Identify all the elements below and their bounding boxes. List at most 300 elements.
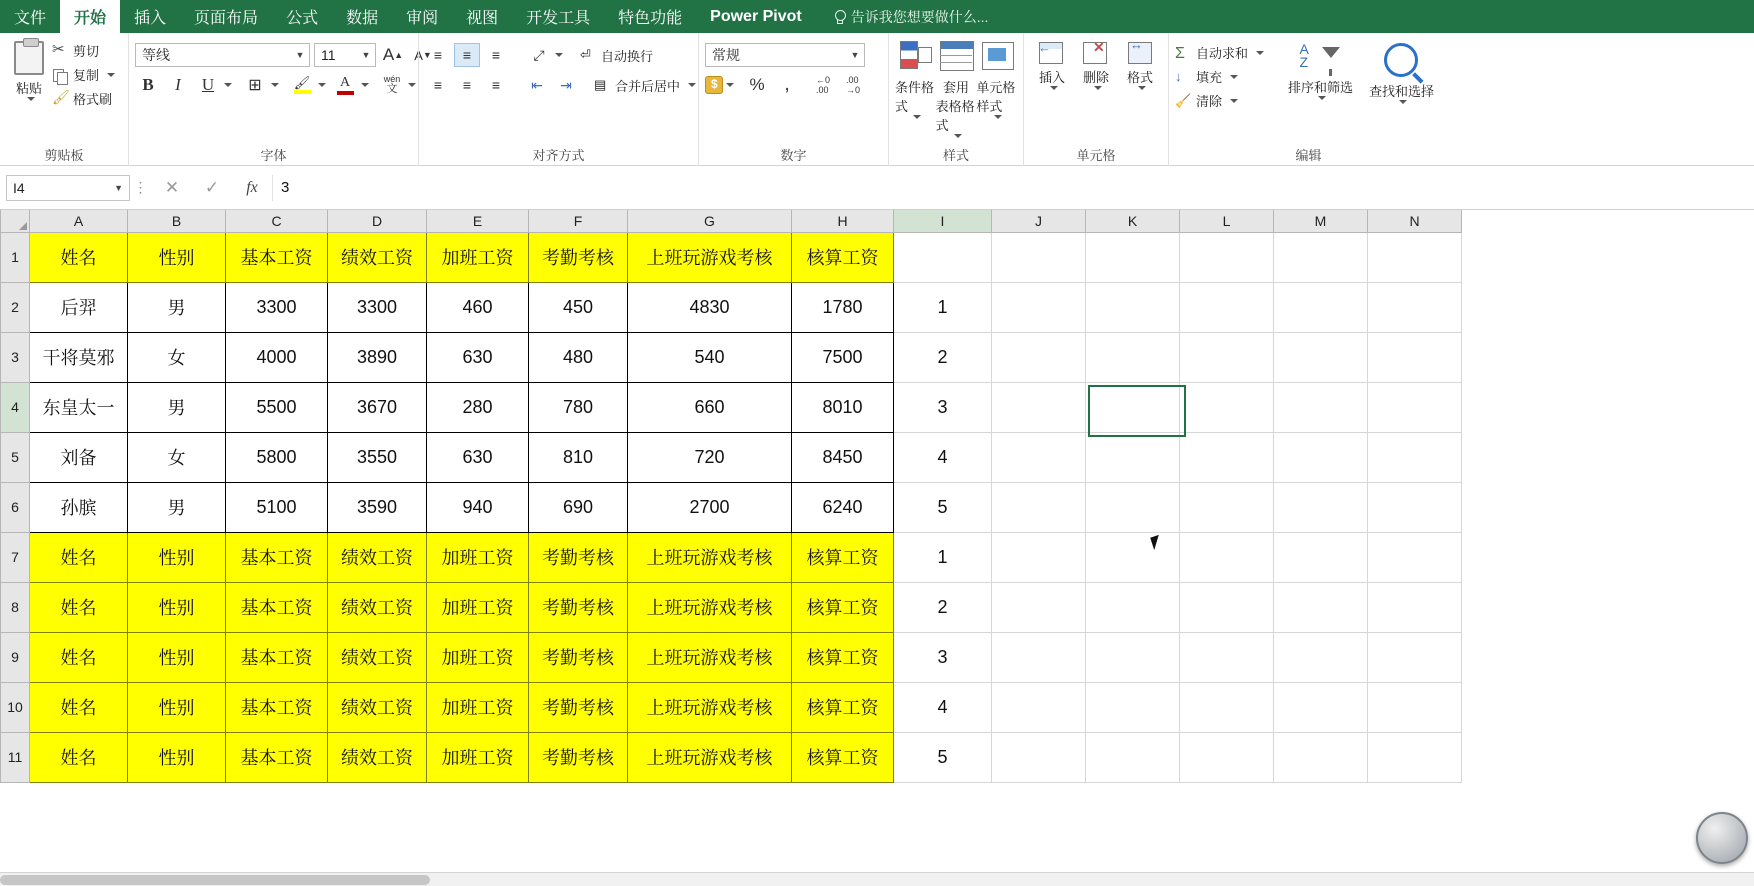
ribbon-group-alignment: [418, 33, 698, 166]
tab-view[interactable]: 视图: [466, 10, 499, 27]
cell-d4[interactable]: 3670: [328, 382, 427, 432]
cell-n4[interactable]: [1368, 382, 1462, 432]
cell-h6[interactable]: 6240: [792, 482, 894, 532]
cell-d2[interactable]: 3300: [328, 282, 427, 332]
fill-dropdown-icon[interactable]: [1230, 75, 1238, 79]
cell-l9[interactable]: [1180, 632, 1274, 682]
cell-m6[interactable]: [1274, 482, 1368, 532]
cell-k3[interactable]: [1086, 332, 1180, 382]
row-header-2[interactable]: 2: [1, 282, 30, 332]
align-left-button[interactable]: ≡: [433, 77, 443, 93]
autosum-button[interactable]: [1175, 43, 1264, 62]
phonetic-guide-button[interactable]: [379, 73, 416, 97]
italic-button[interactable]: I: [175, 75, 181, 94]
cell-d5[interactable]: 3550: [328, 432, 427, 482]
cell-e7[interactable]: 加班工资: [427, 532, 529, 582]
cell-h9[interactable]: 核算工资: [792, 632, 894, 682]
increase-decimal-button[interactable]: ←0 .00: [815, 75, 830, 95]
cell-f8[interactable]: 考勤考核: [529, 582, 628, 632]
cell-b8[interactable]: 性别: [128, 582, 226, 632]
cell-j7[interactable]: [992, 532, 1086, 582]
confirm-entry-button[interactable]: ✓: [204, 177, 220, 197]
horizontal-scrollbar[interactable]: [0, 872, 1754, 886]
cell-i11[interactable]: 5: [894, 732, 992, 782]
cell-g3[interactable]: 540: [628, 332, 792, 382]
font-size-combo[interactable]: [314, 43, 376, 67]
font-color-split-button[interactable]: [332, 73, 369, 97]
cell-i2[interactable]: 1: [894, 282, 992, 332]
align-right-button[interactable]: ≡: [491, 77, 501, 93]
cell-m1[interactable]: [1274, 232, 1368, 282]
align-center-button[interactable]: ≡: [462, 77, 472, 93]
cell-a5[interactable]: 刘备: [30, 432, 128, 482]
cell-c1[interactable]: 基本工资: [226, 232, 328, 282]
clear-button[interactable]: [1175, 91, 1264, 110]
fill-color-icon[interactable]: 🖌: [289, 73, 315, 97]
cell-f2[interactable]: 450: [529, 282, 628, 332]
paste-button[interactable]: [6, 37, 52, 101]
cut-label: 剪切: [73, 44, 100, 59]
tab-formulas[interactable]: 公式: [286, 10, 319, 27]
paste-icon: [14, 41, 44, 75]
cell-j3[interactable]: [992, 332, 1086, 382]
cell-g5[interactable]: 720: [628, 432, 792, 482]
cell-j9[interactable]: [992, 632, 1086, 682]
number-group-label: 数字: [780, 148, 807, 163]
sort-filter-dropdown-icon[interactable]: [1318, 96, 1326, 100]
column-header-g[interactable]: G: [628, 210, 792, 232]
cell-i7[interactable]: 1: [894, 532, 992, 582]
cut-button[interactable]: [52, 41, 115, 60]
accounting-format-button[interactable]: [705, 76, 734, 94]
column-header-h[interactable]: H: [792, 210, 894, 232]
cell-a8[interactable]: 姓名: [30, 582, 128, 632]
column-header-n[interactable]: N: [1368, 210, 1462, 232]
delete-icon: [1081, 39, 1111, 67]
cell-l8[interactable]: [1180, 582, 1274, 632]
column-header-i[interactable]: I: [894, 210, 992, 232]
column-header-m[interactable]: M: [1274, 210, 1368, 232]
borders-icon[interactable]: ⊞: [248, 77, 262, 94]
cell-c8[interactable]: 基本工资: [226, 582, 328, 632]
grow-font-button[interactable]: A ▲: [382, 45, 404, 64]
table-icon: [937, 39, 975, 75]
sort-filter-button[interactable]: [1280, 41, 1361, 100]
cell-c7[interactable]: 基本工资: [226, 532, 328, 582]
cell-h11[interactable]: 核算工资: [792, 732, 894, 782]
chevron-down-icon[interactable]: ▼: [850, 50, 860, 60]
chevron-down-icon[interactable]: ▼: [295, 50, 305, 60]
row-header-4[interactable]: 4: [1, 382, 30, 432]
ribbon-group-editing: [1168, 33, 1448, 166]
column-header-l[interactable]: L: [1180, 210, 1274, 232]
phonetic-dropdown-icon[interactable]: [408, 83, 416, 87]
cell-b1[interactable]: 性别: [128, 232, 226, 282]
find-select-label: 查找和选择: [1368, 84, 1434, 99]
column-header-k[interactable]: K: [1086, 210, 1180, 232]
cell-b10[interactable]: 性别: [128, 682, 226, 732]
cell-k5[interactable]: [1086, 432, 1180, 482]
insert-cells-button[interactable]: [1030, 37, 1074, 90]
ribbon-group-number: [698, 33, 888, 166]
cell-g8[interactable]: 上班玩游戏考核: [628, 582, 792, 632]
cell-i9[interactable]: 3: [894, 632, 992, 682]
cell-d1[interactable]: 绩效工资: [328, 232, 427, 282]
cell-g9[interactable]: 上班玩游戏考核: [628, 632, 792, 682]
cell-a6[interactable]: 孙膑: [30, 482, 128, 532]
cell-a2[interactable]: 后羿: [30, 282, 128, 332]
scissors-icon: [52, 43, 68, 59]
cell-g1[interactable]: 上班玩游戏考核: [628, 232, 792, 282]
cell-l11[interactable]: [1180, 732, 1274, 782]
cell-l3[interactable]: [1180, 332, 1274, 382]
cell-d11[interactable]: 绩效工资: [328, 732, 427, 782]
cell-m8[interactable]: [1274, 582, 1368, 632]
cell-d10[interactable]: 绩效工资: [328, 682, 427, 732]
cell-i10[interactable]: 4: [894, 682, 992, 732]
cell-g11[interactable]: 上班玩游戏考核: [628, 732, 792, 782]
cell-l10[interactable]: [1180, 682, 1274, 732]
row-header-3[interactable]: 3: [1, 332, 30, 382]
cell-l2[interactable]: [1180, 282, 1274, 332]
cell-m11[interactable]: [1274, 732, 1368, 782]
cell-m3[interactable]: [1274, 332, 1368, 382]
cell-m9[interactable]: [1274, 632, 1368, 682]
tab-special-features[interactable]: 特色功能: [618, 10, 683, 27]
tab-power-pivot[interactable]: Power Pivot: [710, 7, 802, 25]
chevron-down-icon[interactable]: ▼: [361, 50, 371, 60]
format-painter-button[interactable]: [52, 89, 115, 108]
row-header-6[interactable]: 6: [1, 482, 30, 532]
cell-h2[interactable]: 1780: [792, 282, 894, 332]
select-all-corner[interactable]: [1, 210, 30, 232]
cell-styles-icon: [978, 39, 1016, 75]
cell-i6[interactable]: 5: [894, 482, 992, 532]
decrease-decimal-button[interactable]: .00 →0: [845, 75, 860, 95]
cell-g7[interactable]: 上班玩游戏考核: [628, 532, 792, 582]
copy-button[interactable]: [52, 65, 115, 84]
cell-l6[interactable]: [1180, 482, 1274, 532]
tab-developer[interactable]: 开发工具: [526, 10, 591, 27]
cell-n9[interactable]: [1368, 632, 1462, 682]
cell-a10[interactable]: 姓名: [30, 682, 128, 732]
table-dropdown-icon[interactable]: [954, 134, 962, 138]
insert-function-button[interactable]: fx: [246, 178, 258, 196]
percent-style-button[interactable]: %: [749, 75, 765, 94]
cell-a3[interactable]: 干将莫邪: [30, 332, 128, 382]
format-as-table-label-1: 套用: [943, 80, 970, 95]
cell-l5[interactable]: [1180, 432, 1274, 482]
tell-me-label: 告诉我您想要做什么...: [850, 8, 989, 25]
cell-e10[interactable]: 加班工资: [427, 682, 529, 732]
accounting-dropdown-icon[interactable]: [726, 83, 734, 87]
orientation-dropdown-icon[interactable]: [555, 53, 563, 57]
tab-review[interactable]: 审阅: [406, 10, 439, 27]
fill-button[interactable]: [1175, 67, 1264, 86]
cell-b11[interactable]: 性别: [128, 732, 226, 782]
align-middle-button[interactable]: ≡: [454, 43, 480, 67]
increase-indent-button[interactable]: ⇥: [560, 76, 572, 93]
cell-d6[interactable]: 3590: [328, 482, 427, 532]
cell-f10[interactable]: 考勤考核: [529, 682, 628, 732]
cell-c3[interactable]: 4000: [226, 332, 328, 382]
cell-k2[interactable]: [1086, 282, 1180, 332]
cell-g6[interactable]: 2700: [628, 482, 792, 532]
align-top-button[interactable]: ≡: [433, 47, 443, 63]
copy-dropdown-icon[interactable]: [107, 73, 115, 77]
cell-f9[interactable]: 考勤考核: [529, 632, 628, 682]
cell-d3[interactable]: 3890: [328, 332, 427, 382]
underline-dropdown-icon[interactable]: [224, 83, 232, 87]
column-header-f[interactable]: F: [529, 210, 628, 232]
name-box[interactable]: [6, 175, 130, 201]
cell-c6[interactable]: 5100: [226, 482, 328, 532]
tab-data[interactable]: 数据: [346, 10, 379, 27]
cell-d8[interactable]: 绩效工资: [328, 582, 427, 632]
cell-a7[interactable]: 姓名: [30, 532, 128, 582]
cell-c11[interactable]: 基本工资: [226, 732, 328, 782]
cell-g4[interactable]: 660: [628, 382, 792, 432]
cell-f6[interactable]: 690: [529, 482, 628, 532]
copy-label: 复制: [73, 68, 100, 83]
cell-b4[interactable]: 男: [128, 382, 226, 432]
delete-dropdown-icon[interactable]: [1094, 86, 1102, 90]
cell-f4[interactable]: 780: [529, 382, 628, 432]
paste-dropdown-icon[interactable]: [27, 97, 35, 101]
insert-label: 插入: [1038, 70, 1065, 85]
fill-color-dropdown-icon[interactable]: [318, 83, 326, 87]
format-as-table-button[interactable]: [936, 37, 977, 138]
insert-dropdown-icon[interactable]: [1050, 86, 1058, 90]
underline-split-button[interactable]: [195, 73, 232, 97]
cell-b2[interactable]: 男: [128, 282, 226, 332]
row-header-10[interactable]: 10: [1, 682, 30, 732]
cell-i8[interactable]: 2: [894, 582, 992, 632]
cell-i3[interactable]: 2: [894, 332, 992, 382]
cell-h7[interactable]: 核算工资: [792, 532, 894, 582]
cell-n5[interactable]: [1368, 432, 1462, 482]
format-label: 格式: [1126, 70, 1153, 85]
font-color-icon[interactable]: A: [332, 73, 358, 97]
cell-j4[interactable]: [992, 382, 1086, 432]
font-color-dropdown-icon[interactable]: [361, 83, 369, 87]
paintbrush-icon: [52, 91, 68, 107]
column-header-c[interactable]: C: [226, 210, 328, 232]
cell-n10[interactable]: [1368, 682, 1462, 732]
chevron-down-icon[interactable]: ▼: [114, 182, 123, 193]
row-header-1[interactable]: 1: [1, 232, 30, 282]
column-header-d[interactable]: D: [328, 210, 427, 232]
format-dropdown-icon[interactable]: [1138, 86, 1146, 90]
cell-f11[interactable]: 考勤考核: [529, 732, 628, 782]
cell-h3[interactable]: 7500: [792, 332, 894, 382]
cell-n7[interactable]: [1368, 532, 1462, 582]
cell-e4[interactable]: 280: [427, 382, 529, 432]
cell-b5[interactable]: 女: [128, 432, 226, 482]
column-header-j[interactable]: J: [992, 210, 1086, 232]
format-cells-button[interactable]: [1118, 37, 1162, 90]
conditional-dropdown-icon[interactable]: [913, 115, 921, 119]
grid-table: [0, 210, 1462, 783]
cell-j5[interactable]: [992, 432, 1086, 482]
align-bottom-button[interactable]: ≡: [491, 47, 501, 63]
cell-j2[interactable]: [992, 282, 1086, 332]
cell-n3[interactable]: [1368, 332, 1462, 382]
cell-m4[interactable]: [1274, 382, 1368, 432]
row-header-9[interactable]: 9: [1, 632, 30, 682]
cell-e2[interactable]: 460: [427, 282, 529, 332]
cell-k9[interactable]: [1086, 632, 1180, 682]
cell-d7[interactable]: 绩效工资: [328, 532, 427, 582]
row-header-5[interactable]: 5: [1, 432, 30, 482]
cell-m2[interactable]: [1274, 282, 1368, 332]
cell-g2[interactable]: 4830: [628, 282, 792, 332]
cell-e5[interactable]: 630: [427, 432, 529, 482]
tell-me-box[interactable]: [834, 0, 989, 33]
cell-e9[interactable]: 加班工资: [427, 632, 529, 682]
cell-a9[interactable]: 姓名: [30, 632, 128, 682]
cell-m7[interactable]: [1274, 532, 1368, 582]
tab-home[interactable]: 开始: [60, 0, 120, 33]
orientation-split-button[interactable]: [526, 43, 563, 67]
cell-styles-button[interactable]: [976, 37, 1017, 119]
fill-color-split-button[interactable]: [289, 73, 326, 97]
cell-b3[interactable]: 女: [128, 332, 226, 382]
cell-n8[interactable]: [1368, 582, 1462, 632]
cell-styles-dropdown-icon[interactable]: [994, 115, 1002, 119]
phonetic-icon[interactable]: wén 文: [383, 74, 401, 95]
cell-m5[interactable]: [1274, 432, 1368, 482]
table-row: [1, 632, 1462, 682]
cell-k1[interactable]: [1086, 232, 1180, 282]
cell-n2[interactable]: [1368, 282, 1462, 332]
column-header-a[interactable]: A: [30, 210, 128, 232]
decrease-indent-button[interactable]: ⇤: [531, 76, 543, 93]
number-format-combo[interactable]: [705, 43, 865, 67]
cell-n6[interactable]: [1368, 482, 1462, 532]
spreadsheet-grid[interactable]: [0, 210, 1754, 886]
cell-g10[interactable]: 上班玩游戏考核: [628, 682, 792, 732]
column-header-e[interactable]: E: [427, 210, 529, 232]
orientation-icon[interactable]: ⤢: [533, 46, 545, 63]
cell-l4[interactable]: [1180, 382, 1274, 432]
cell-i4[interactable]: 3: [894, 382, 992, 432]
cell-c4[interactable]: 5500: [226, 382, 328, 432]
cell-e8[interactable]: 加班工资: [427, 582, 529, 632]
cell-e1[interactable]: 加班工资: [427, 232, 529, 282]
cell-a11[interactable]: 姓名: [30, 732, 128, 782]
horizontal-scrollbar-thumb[interactable]: [0, 875, 430, 885]
cell-n1[interactable]: [1368, 232, 1462, 282]
cell-f5[interactable]: 810: [529, 432, 628, 482]
font-name-combo[interactable]: [135, 43, 310, 67]
cell-c5[interactable]: 5800: [226, 432, 328, 482]
cell-h10[interactable]: 核算工资: [792, 682, 894, 732]
delete-cells-button[interactable]: [1074, 37, 1118, 90]
cell-a1[interactable]: 姓名: [30, 232, 128, 282]
cell-j1[interactable]: [992, 232, 1086, 282]
cell-c2[interactable]: 3300: [226, 282, 328, 332]
comma-style-button[interactable]: ,: [784, 74, 790, 95]
cell-h4[interactable]: 8010: [792, 382, 894, 432]
paste-label: 粘贴: [15, 81, 42, 96]
cell-i1[interactable]: [894, 232, 992, 282]
clear-dropdown-icon[interactable]: [1230, 99, 1238, 103]
cell-f7[interactable]: 考勤考核: [529, 532, 628, 582]
cell-n11[interactable]: [1368, 732, 1462, 782]
cell-m10[interactable]: [1274, 682, 1368, 732]
cell-h5[interactable]: 8450: [792, 432, 894, 482]
ribbon: [0, 33, 1754, 166]
cell-b7[interactable]: 性别: [128, 532, 226, 582]
table-row: [1, 682, 1462, 732]
cell-h1[interactable]: 核算工资: [792, 232, 894, 282]
find-select-dropdown-icon[interactable]: [1399, 100, 1407, 104]
cell-k4[interactable]: [1086, 382, 1180, 432]
cell-k8[interactable]: [1086, 582, 1180, 632]
cell-l1[interactable]: [1180, 232, 1274, 282]
underline-button[interactable]: U: [201, 75, 215, 94]
cell-k6[interactable]: [1086, 482, 1180, 532]
shrink-font-button[interactable]: A ▼: [414, 47, 432, 63]
cell-i5[interactable]: 4: [894, 432, 992, 482]
column-header-b[interactable]: B: [128, 210, 226, 232]
styles-group-label: 样式: [942, 148, 969, 163]
copy-icon: [52, 67, 68, 83]
borders-split-button[interactable]: [242, 73, 279, 97]
cell-a4[interactable]: 东皇太一: [30, 382, 128, 432]
find-select-button[interactable]: [1361, 41, 1442, 104]
cell-f1[interactable]: 考勤考核: [529, 232, 628, 282]
cell-j6[interactable]: [992, 482, 1086, 532]
borders-dropdown-icon[interactable]: [271, 83, 279, 87]
cell-j11[interactable]: [992, 732, 1086, 782]
cell-e3[interactable]: 630: [427, 332, 529, 382]
bold-button[interactable]: B: [142, 75, 154, 94]
cell-f3[interactable]: 480: [529, 332, 628, 382]
conditional-formatting-button[interactable]: [895, 37, 936, 119]
cell-l7[interactable]: [1180, 532, 1274, 582]
cell-b9[interactable]: 性别: [128, 632, 226, 682]
cell-d9[interactable]: 绩效工资: [328, 632, 427, 682]
row-header-11[interactable]: 11: [1, 732, 30, 782]
tab-insert[interactable]: 插入: [134, 10, 167, 27]
cell-j10[interactable]: [992, 682, 1086, 732]
row-header-7[interactable]: 7: [1, 532, 30, 582]
merge-dropdown-icon[interactable]: [688, 83, 696, 87]
cell-k11[interactable]: [1086, 732, 1180, 782]
cell-j8[interactable]: [992, 582, 1086, 632]
cell-e6[interactable]: 940: [427, 482, 529, 532]
cell-e11[interactable]: 加班工资: [427, 732, 529, 782]
cell-b6[interactable]: 男: [128, 482, 226, 532]
cell-h8[interactable]: 核算工资: [792, 582, 894, 632]
wrap-text-button[interactable]: [576, 44, 657, 67]
row-header-8[interactable]: 8: [1, 582, 30, 632]
cell-c10[interactable]: 基本工资: [226, 682, 328, 732]
cancel-entry-button[interactable]: ✕: [164, 177, 180, 197]
formula-input[interactable]: 3: [272, 175, 1748, 201]
merge-center-button[interactable]: [590, 74, 700, 97]
autosum-dropdown-icon[interactable]: [1256, 51, 1264, 55]
table-row: [1, 282, 1462, 332]
table-row: [1, 382, 1462, 432]
cell-k10[interactable]: [1086, 682, 1180, 732]
cell-c9[interactable]: 基本工资: [226, 632, 328, 682]
font-size-value: 11: [321, 47, 336, 63]
tab-file[interactable]: 文件: [14, 10, 47, 27]
tab-page-layout[interactable]: 页面布局: [194, 10, 259, 27]
